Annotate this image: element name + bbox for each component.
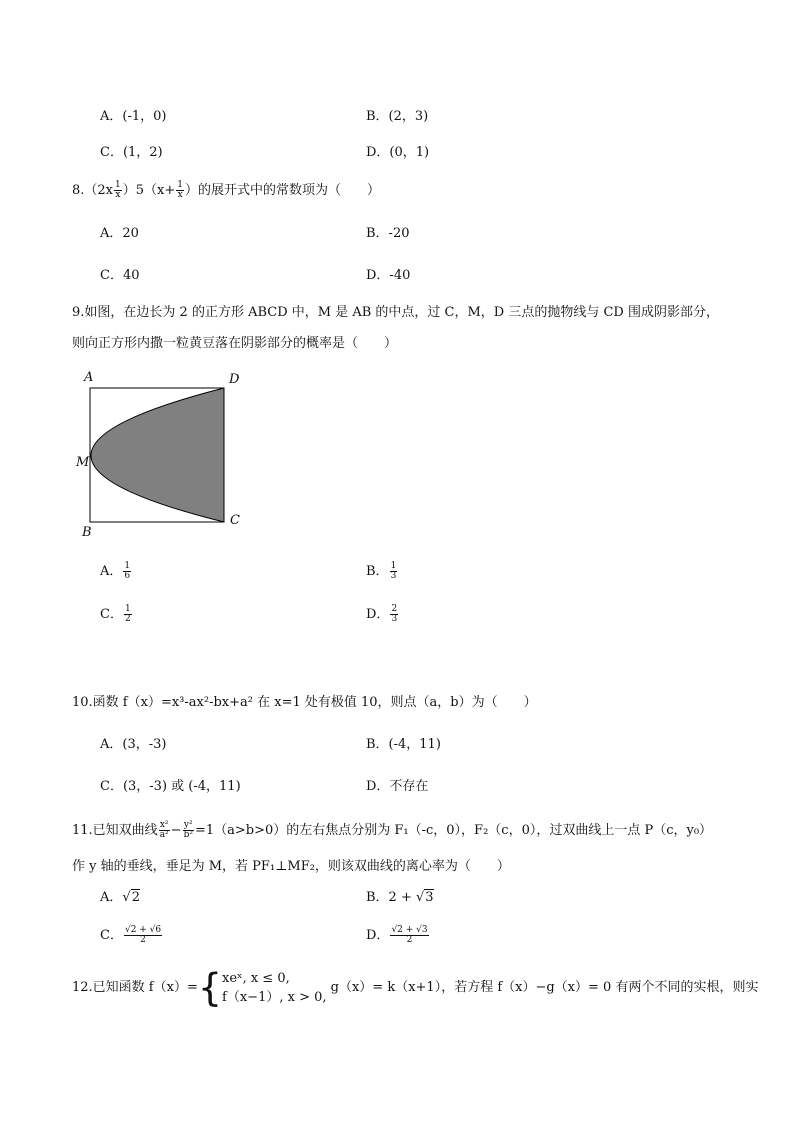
q9-option-c: C． $\frac{1}{2}$ <box>100 604 131 624</box>
q10-stem: 10.函数 f（x）=x³-ax²-bx+a² 在 x=1 处有极值 10，则点（a，b）为（ ） <box>72 695 537 710</box>
q11-stem-line2: 作 y 轴的垂线，垂足为 M，若 PF₁⊥MF₂，则该双曲线的离心率为（ ） <box>72 859 510 874</box>
q8-frac-1: $\frac{1}{x}$ <box>115 180 121 200</box>
q8-option-d: D．-40 <box>366 268 411 283</box>
q11-stem-line1: 11.已知双曲线 $\frac{\text{x²}}{\text{a²}}$ − $\frac{\text{y²}}{\text{b²}}$ =1（a>b>0）的左右焦点分别为 F₁（-c，0），F₂（c，0），过双曲线上一点 P（c，y₀） <box>72 820 713 840</box>
q9-shaded-region <box>91 388 224 522</box>
q7-option-d: D．(0，1) <box>366 145 430 160</box>
q10-option-a: A．(3，-3) <box>100 737 167 752</box>
q9-label-b: B <box>82 525 92 540</box>
q7-option-a: A．(-1，0) <box>100 109 167 124</box>
q11-option-c: C． $\frac{√2 + √6}{2}$ <box>100 925 162 945</box>
q10-option-d: D．不存在 <box>366 779 429 794</box>
q9-figure <box>86 382 232 528</box>
q9-stem-line1: 9.如图，在边长为 2 的正方形 ABCD 中，M 是 AB 的中点，过 C，M，D 三点的抛物线与 CD 围成阴影部分， <box>72 305 719 320</box>
q9-option-b: B． $\frac{1}{3}$ <box>366 561 397 581</box>
q9-stem-line2: 则向正方形内撒一粒黄豆落在阴影部分的概率是（ ） <box>72 336 398 351</box>
q11-option-b: B．2 + √3 <box>366 890 434 905</box>
q9-option-d: D． $\frac{2}{3}$ <box>366 604 398 624</box>
q8-option-b: B．-20 <box>366 226 410 241</box>
q10-option-c: C．(3，-3) 或 (-4，11) <box>100 779 241 794</box>
q9-label-c: C <box>230 513 240 528</box>
q9-option-a: A． $\frac{1}{6}$ <box>100 561 131 581</box>
q7-option-b: B．(2，3) <box>366 109 429 124</box>
q8-option-c: C．40 <box>100 268 140 283</box>
q9-label-m: M <box>76 455 90 470</box>
q8-frac-2: $\frac{1}{x}$ <box>177 180 183 200</box>
q7-option-c: C．(1，2) <box>100 145 163 160</box>
q11-option-a: A．√2 <box>100 890 140 905</box>
q8-stem: 8.（2x $\frac{1}{x}$ ）5（x+ $\frac{1}{x}$ ）的展开式中的常数项为（ ） <box>72 180 380 200</box>
q9-label-a: A <box>84 370 94 385</box>
q8-option-a: A．20 <box>100 226 139 241</box>
q11-option-d: D． $\frac{√2 + √3}{2}$ <box>366 925 428 945</box>
q12-stem: 12.已知函数 f（x）={ xeˣ, x ≤ 0, f（x−1）, x > 0, g（x）= k（x+1），若方程 f（x）−g（x）= 0 有两个不同的实根，则实 <box>72 965 759 1010</box>
q9-label-d: D <box>229 372 240 387</box>
q10-option-b: B．(-4，11) <box>366 737 441 752</box>
q12-brace: { <box>197 965 223 1010</box>
q12-cases: xeˣ, x ≤ 0, f（x−1）, x > 0, <box>222 970 327 1005</box>
